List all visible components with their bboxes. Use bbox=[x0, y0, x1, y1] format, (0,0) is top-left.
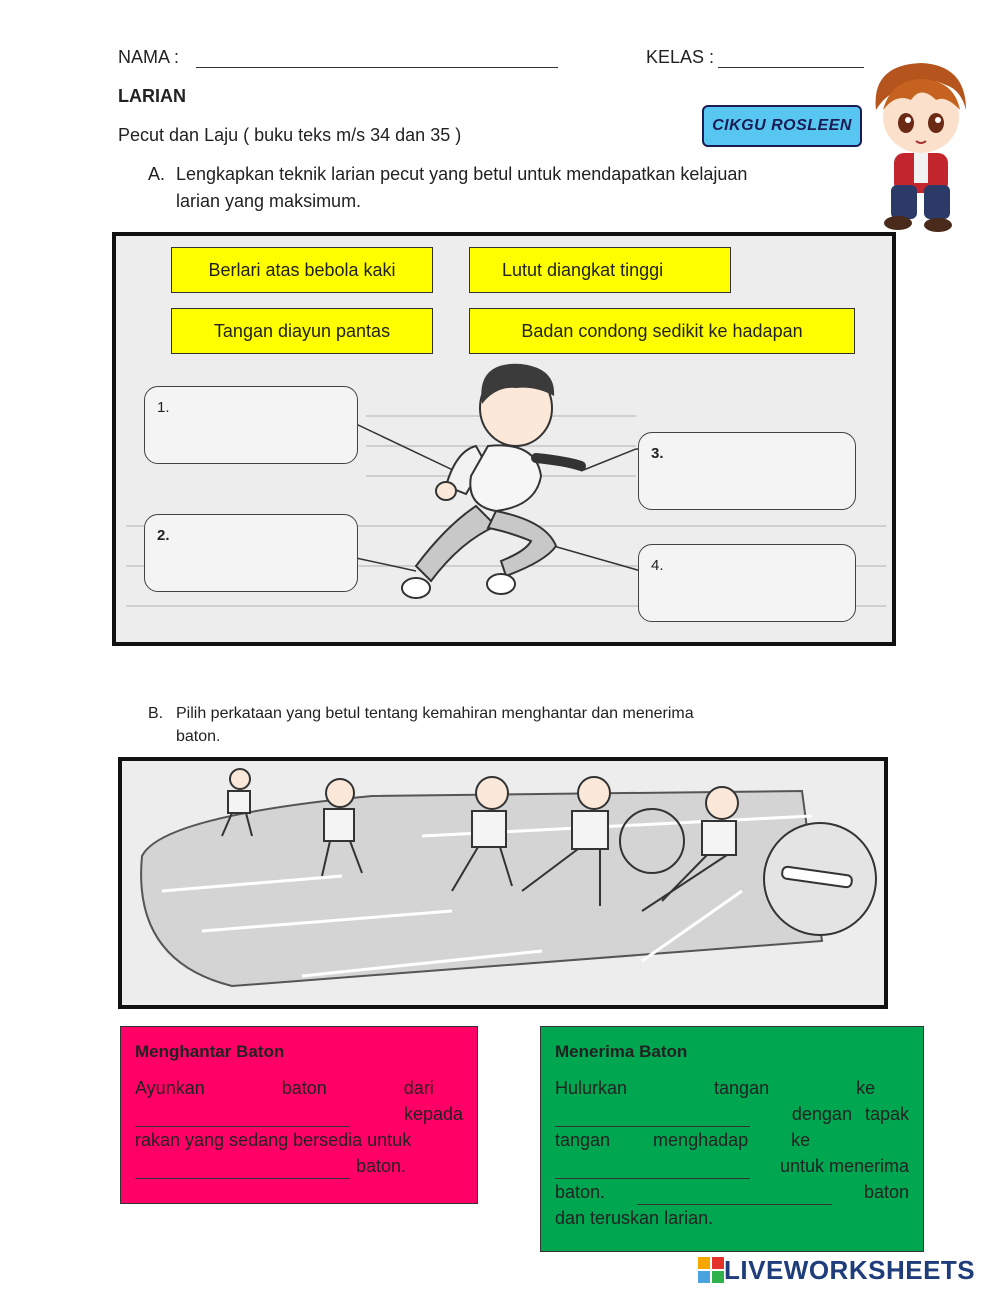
section-a-instruction-1: Lengkapkan teknik larian pecut yang betul untuk mendapatkan kelajuan bbox=[176, 164, 748, 184]
pass-baton-title: Menghantar Baton bbox=[135, 1042, 285, 1061]
section-b-instruction-2: baton. bbox=[176, 728, 221, 745]
receive-text-5: baton. bbox=[555, 1182, 606, 1202]
answer-box-2[interactable] bbox=[144, 514, 358, 592]
receive-text-3: tangan menghadap ke bbox=[555, 1130, 811, 1150]
sprint-exercise-frame bbox=[112, 232, 896, 646]
answer-box-1[interactable] bbox=[144, 386, 358, 464]
pass-baton-box bbox=[120, 1026, 478, 1204]
pass-line-3: rakan yang sedang bersedia untuk bbox=[135, 1130, 412, 1150]
receive-blank-2[interactable] bbox=[555, 1161, 750, 1179]
pass-blank-1[interactable] bbox=[135, 1109, 350, 1127]
receive-baton-title: Menerima Baton bbox=[555, 1042, 688, 1061]
receive-line-3 bbox=[555, 1127, 909, 1153]
relay-illustration-frame bbox=[118, 757, 888, 1009]
answer-number-1: 1. bbox=[157, 399, 170, 416]
receive-text-4: untuk menerima bbox=[779, 1156, 909, 1176]
section-b-instruction-1: Pilih perkataan yang betul tentang kemahiran menghantar dan menerima bbox=[176, 705, 694, 722]
pass-line-1 bbox=[135, 1075, 463, 1101]
receive-line-5 bbox=[555, 1179, 909, 1205]
answer-number-2: 2. bbox=[157, 527, 170, 544]
receive-line-1 bbox=[555, 1075, 909, 1101]
receive-text-2: dengan tapak bbox=[791, 1104, 909, 1124]
class-blank[interactable] bbox=[718, 48, 864, 68]
pass-line-2 bbox=[135, 1101, 463, 1127]
pass-line-4 bbox=[135, 1153, 463, 1179]
receive-text-1: Hulurkan tangan ke bbox=[555, 1078, 876, 1098]
name-label: NAMA : bbox=[118, 47, 180, 67]
liveworksheets-logo bbox=[698, 1255, 975, 1285]
class-label: KELAS : bbox=[646, 47, 715, 67]
receive-text-5b: baton bbox=[863, 1182, 909, 1202]
answer-box-3[interactable] bbox=[638, 432, 856, 510]
pass-blank-2[interactable] bbox=[135, 1161, 350, 1179]
receive-baton-box bbox=[540, 1026, 924, 1252]
pass-text-1: Ayunkan baton dari bbox=[135, 1078, 434, 1098]
page-title: LARIAN bbox=[118, 86, 186, 106]
mascot-illustration bbox=[866, 55, 976, 240]
option-tangan-diayun-pantas[interactable]: Tangan diayun pantas bbox=[171, 308, 433, 354]
answer-box-4[interactable] bbox=[638, 544, 856, 622]
answer-number-3: 3. bbox=[651, 445, 664, 462]
pass-text-2: kepada bbox=[403, 1104, 463, 1124]
relay-illustration bbox=[122, 761, 884, 1005]
receive-line-4 bbox=[555, 1153, 909, 1179]
option-badan-condong-sedikit[interactable]: Badan condong sedikit ke hadapan bbox=[469, 308, 855, 354]
liveworksheets-wordmark: LIVEWORKSHEETS bbox=[724, 1254, 976, 1285]
section-a-instruction-2: larian yang maksimum. bbox=[176, 191, 362, 211]
receive-line-2 bbox=[555, 1101, 909, 1127]
receive-line-6: dan teruskan larian. bbox=[555, 1208, 714, 1228]
section-b-letter: B. bbox=[148, 705, 164, 722]
section-a-letter: A. bbox=[148, 164, 166, 184]
page-subtitle: Pecut dan Laju ( buku teks m/s 34 dan 35 ) bbox=[118, 125, 462, 145]
receive-blank-1[interactable] bbox=[555, 1109, 750, 1127]
pass-text-4: baton. bbox=[356, 1156, 407, 1176]
answer-number-4: 4. bbox=[651, 557, 664, 574]
receive-blank-3[interactable] bbox=[637, 1187, 832, 1205]
name-blank[interactable] bbox=[196, 48, 558, 68]
teacher-badge: CIKGU ROSLEEN bbox=[702, 105, 862, 147]
option-berlari-atas-bebola-kaki[interactable]: Berlari atas bebola kaki bbox=[171, 247, 433, 293]
option-lutut-diangkat-tinggi[interactable]: Lutut diangkat tinggi bbox=[469, 247, 731, 293]
liveworksheets-logo-icon bbox=[698, 1257, 724, 1283]
